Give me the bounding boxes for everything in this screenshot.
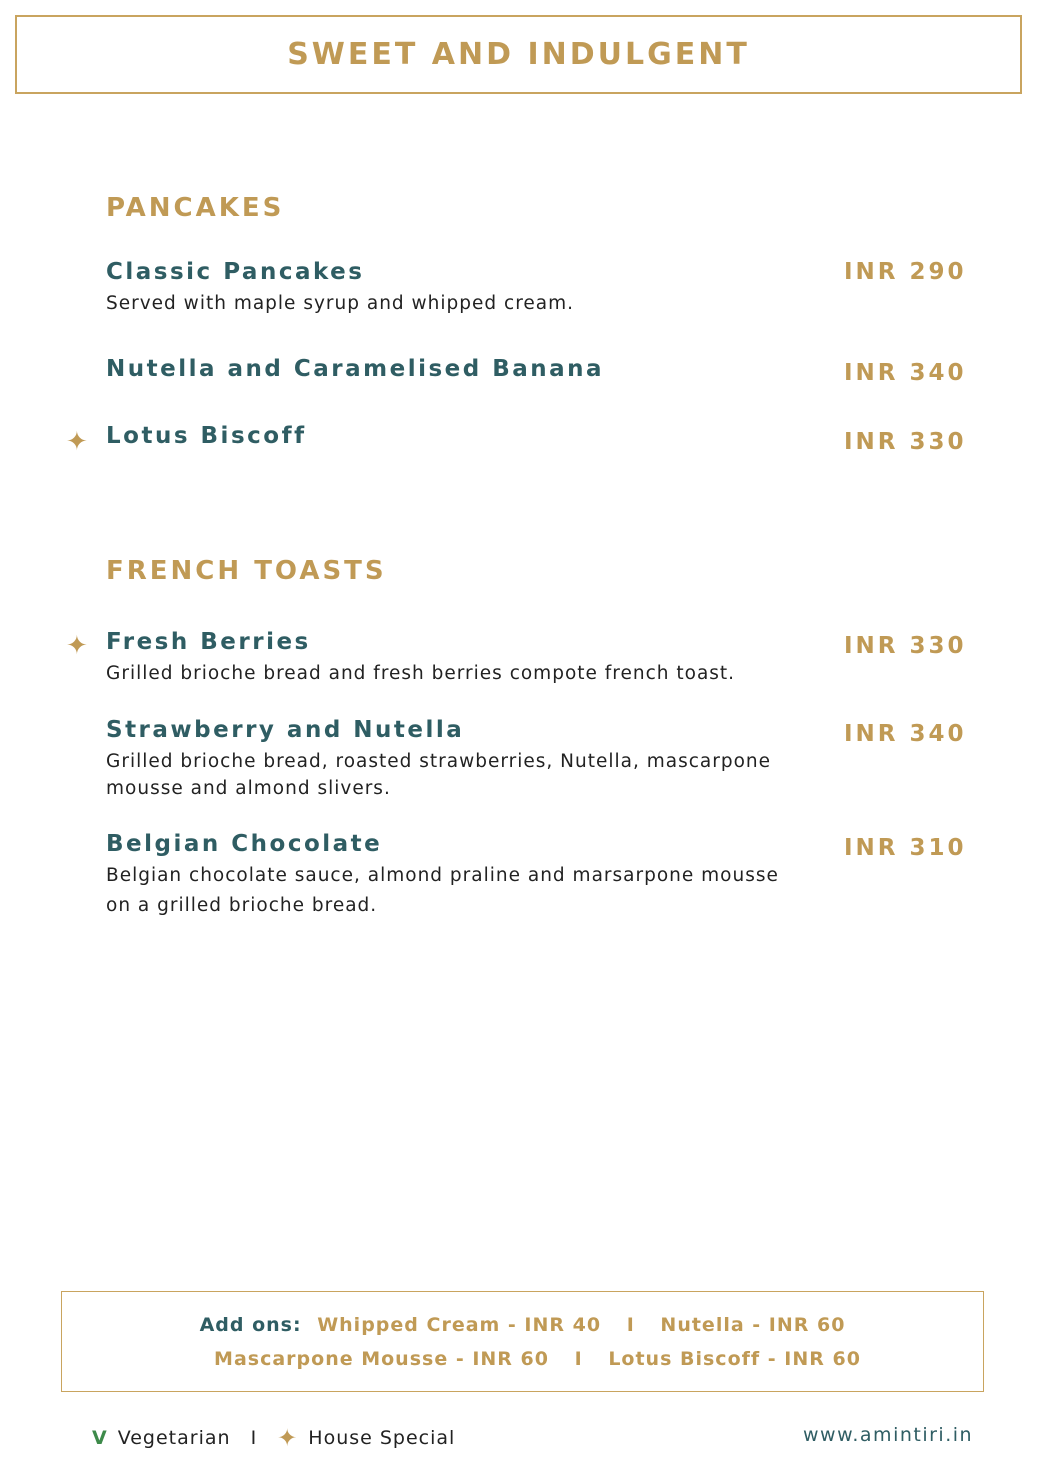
legend-house-special-label: House Special [308, 1427, 456, 1449]
addon-separator: I [574, 1348, 583, 1370]
addons-label: Add ons: [199, 1314, 302, 1336]
menu-item-name: Classic Pancakes [106, 259, 365, 285]
legend [92, 1424, 455, 1452]
menu-item-name: Fresh Berries [106, 629, 311, 655]
addon-item: Nutella - INR 60 [660, 1314, 846, 1336]
section-title-pancakes: PANCAKES [106, 193, 285, 223]
addons-line-1 [62, 1314, 983, 1336]
addons-box [61, 1291, 984, 1392]
legend-separator: I [250, 1427, 258, 1449]
legend-vegetarian-label: Vegetarian [117, 1427, 231, 1449]
menu-item-price: INR 310 [844, 835, 967, 861]
addon-item: Mascarpone Mousse - INR 60 [214, 1348, 549, 1370]
menu-item-description: Grilled brioche bread and fresh berries compote french toast. [106, 663, 736, 684]
vegetarian-icon: V [92, 1427, 108, 1449]
menu-item-name: Nutella and Caramelised Banana [106, 356, 605, 382]
house-special-star-icon: ✦ [66, 427, 88, 457]
addon-separator: I [626, 1314, 635, 1336]
house-special-star-icon: ✦ [66, 631, 88, 661]
menu-item-price: INR 340 [844, 360, 967, 386]
section-title-french-toasts: FRENCH TOASTS [106, 556, 387, 586]
menu-item-description: Grilled brioche bread, roasted strawberries, Nutella, mascarpone mousse and almond slivers. [106, 751, 772, 799]
page-title: SWEET AND INDULGENT [287, 37, 750, 72]
menu-item-price: INR 290 [844, 259, 967, 285]
menu-item-name: Belgian Chocolate [106, 831, 383, 857]
menu-item-description: Belgian chocolate sauce, almond praline and marsarpone mousse on a grilled brioche bread. [106, 865, 779, 916]
menu-item-price: INR 330 [844, 429, 967, 455]
menu-item-name: Strawberry and Nutella [106, 717, 465, 743]
house-special-star-icon: ✦ [277, 1424, 299, 1452]
menu-item-price: INR 340 [844, 721, 967, 747]
page-title-box [15, 15, 1022, 94]
addons-line-2 [62, 1348, 983, 1370]
menu-item-description: Served with maple syrup and whipped cream. [106, 293, 575, 314]
addon-item: Whipped Cream - INR 40 [317, 1314, 602, 1336]
website-link[interactable]: www.amintiri.in [803, 1424, 974, 1446]
menu-item-price: INR 330 [844, 633, 967, 659]
addon-item: Lotus Biscoff - INR 60 [608, 1348, 861, 1370]
menu-item-name: Lotus Biscoff [106, 423, 307, 449]
